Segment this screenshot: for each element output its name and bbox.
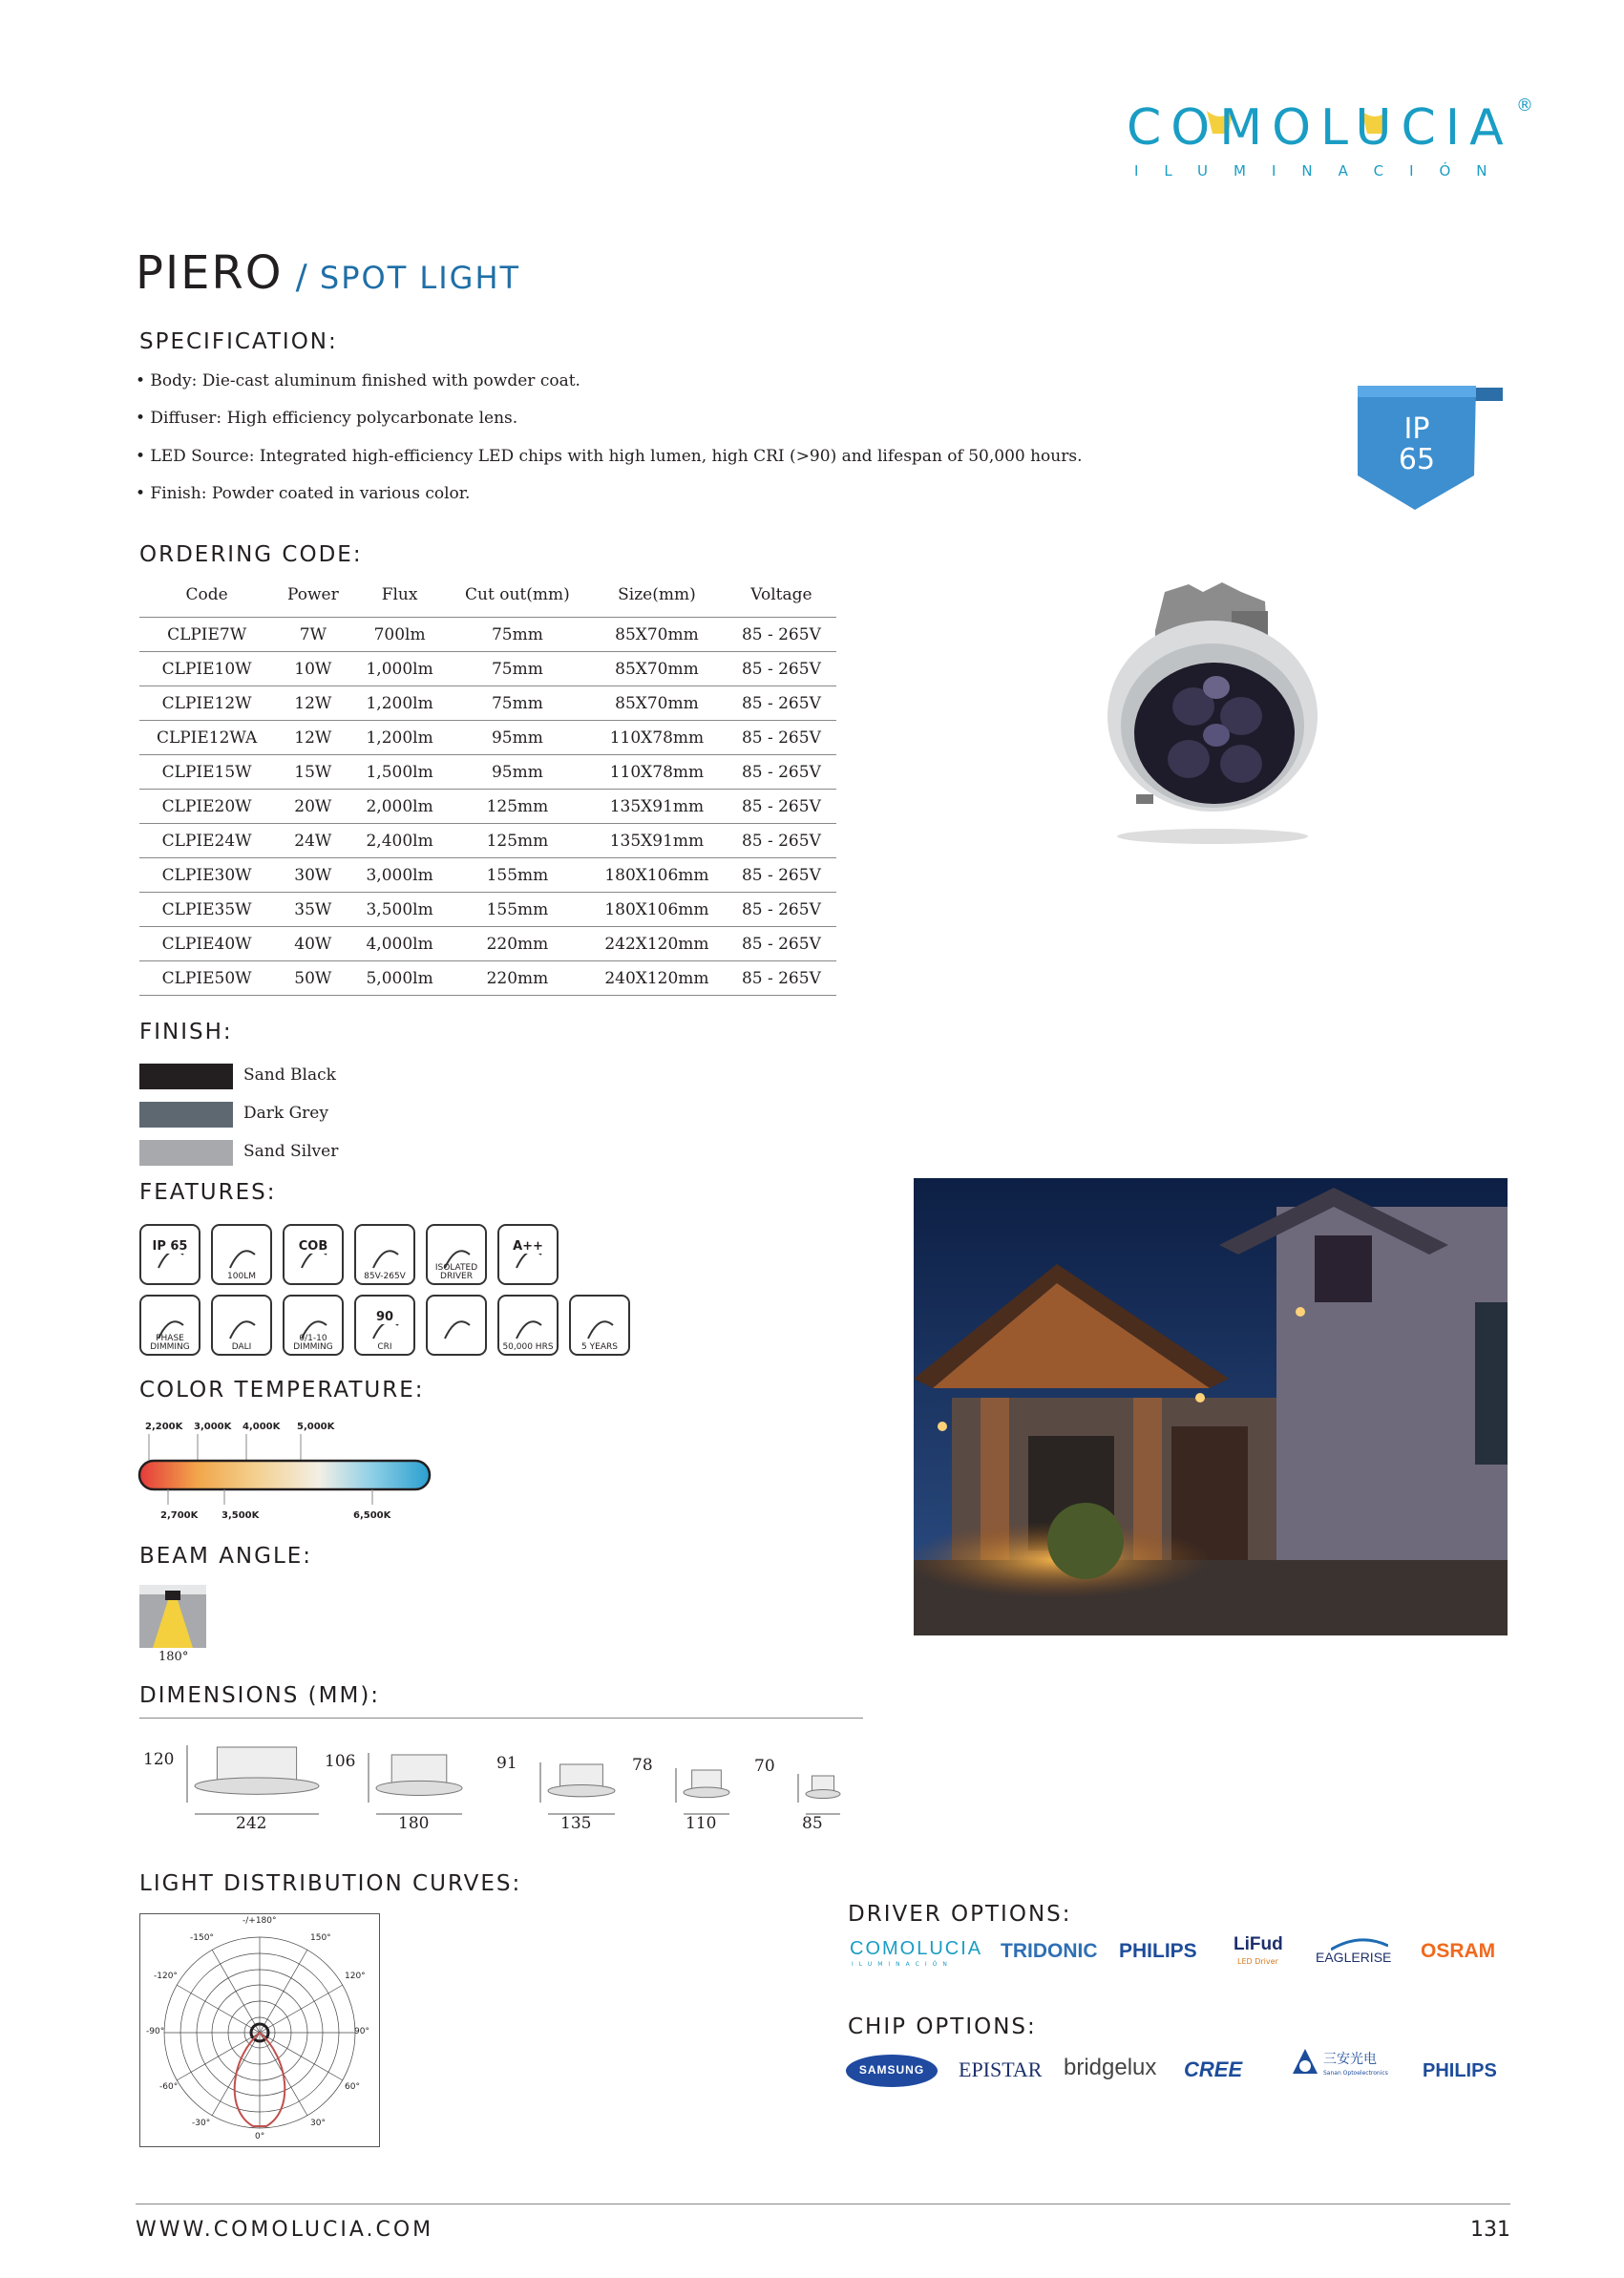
table-cell: 12W <box>274 686 351 721</box>
polar-angle-label: 0° <box>255 2132 265 2141</box>
driver-brand-lifud-sub: LED Driver <box>1237 1957 1278 1966</box>
polar-angle-label: 120° <box>345 1972 366 1981</box>
chip-brand-samsung <box>846 2055 938 2087</box>
chip-brand-sanan-sub: Sanan Optoelectronics <box>1323 2070 1388 2077</box>
dali-icon <box>211 1295 272 1356</box>
feature-text: A++ <box>499 1239 557 1254</box>
table-cell: 95mm <box>448 721 587 755</box>
table-cell: 220mm <box>448 927 587 961</box>
table-cell: CLPIE40W <box>139 927 274 961</box>
polar-chart <box>139 1913 380 2147</box>
table-cell: 700lm <box>351 618 447 652</box>
table-cell: 10W <box>274 652 351 686</box>
table-row <box>139 961 836 996</box>
polar-angle-label: -60° <box>159 2082 179 2092</box>
table-cell: CLPIE7W <box>139 618 274 652</box>
color-temp-label: 3,500K <box>221 1510 260 1521</box>
table-cell: 3,500lm <box>351 893 447 927</box>
polar-angle-label: 90° <box>354 2027 369 2036</box>
chip-brand-philips: PHILIPS <box>1423 2060 1497 2081</box>
light-distribution-heading: LIGHT DISTRIBUTION CURVES: <box>139 1871 522 1896</box>
table-cell: 2,000lm <box>351 790 447 824</box>
chip-options-heading: CHIP OPTIONS: <box>848 2014 1037 2039</box>
polar-angle-label: -120° <box>154 1972 178 1981</box>
table-cell: 15W <box>274 755 351 790</box>
energy-class-icon <box>497 1224 559 1285</box>
feature-label: 50,000 HRS <box>502 1342 554 1352</box>
beam-angle-icon <box>139 1585 206 1648</box>
driver-brand-philips: PHILIPS <box>1119 1940 1197 1962</box>
product-category: SPOT LIGHT <box>319 260 521 296</box>
column-header: Voltage <box>727 573 836 618</box>
driver-brand-comolucia-sub: ILUMINACIÓN <box>852 1961 953 1968</box>
beam-angle-heading: BEAM ANGLE: <box>139 1544 313 1569</box>
table-cell: 4,000lm <box>351 927 447 961</box>
dimension-width: 242 <box>236 1814 267 1833</box>
chip-brand-bridgelux: bridgelux <box>1064 2055 1157 2080</box>
spec-item: • LED Source: Integrated high-efficiency LED chips with high lumen, high CRI (>90) and lifespan of 50,000 hours. <box>136 447 1083 466</box>
table-row <box>139 893 836 927</box>
table-row <box>139 858 836 893</box>
footer-website: WWW.COMOLUCIA.COM <box>136 2218 434 2242</box>
dimension-drawing <box>538 1761 624 1822</box>
feature-label: 85V-265V <box>364 1272 406 1281</box>
ordering-table <box>139 573 836 996</box>
table-cell: 85 - 265V <box>727 652 836 686</box>
column-header: Cut out(mm) <box>448 573 587 618</box>
dimension-height: 120 <box>143 1749 175 1769</box>
cob-chip-icon <box>283 1224 344 1285</box>
finish-swatch <box>139 1102 233 1128</box>
table-cell: CLPIE10W <box>139 652 274 686</box>
table-cell: CLPIE24W <box>139 824 274 858</box>
dimension-drawing <box>367 1751 472 1822</box>
polar-angle-label: 150° <box>310 1933 331 1943</box>
table-cell: 24W <box>274 824 351 858</box>
polar-angle-label: 30° <box>310 2119 326 2128</box>
column-header: Size(mm) <box>587 573 727 618</box>
dimension-width: 85 <box>802 1814 823 1833</box>
table-cell: 220mm <box>448 961 587 996</box>
product-name: PIERO <box>136 246 284 300</box>
finish-heading: FINISH: <box>139 1020 233 1044</box>
table-row <box>139 618 836 652</box>
driver-brand-osram: OSRAM <box>1421 1940 1496 1962</box>
table-cell: 30W <box>274 858 351 893</box>
table-cell: CLPIE12WA <box>139 721 274 755</box>
table-cell: 75mm <box>448 618 587 652</box>
table-cell: 180X106mm <box>587 893 727 927</box>
logo-wordmark: COMOLUCIA <box>1127 99 1513 157</box>
table-cell: 1,000lm <box>351 652 447 686</box>
polar-angle-label: -150° <box>190 1933 214 1943</box>
table-cell: CLPIE50W <box>139 961 274 996</box>
color-temp-label: 2,700K <box>160 1510 199 1521</box>
sanan-logo-icon <box>1293 2049 1318 2078</box>
product-image <box>1098 573 1318 850</box>
driver-brand-comolucia: COMOLUCIA <box>850 1938 983 1959</box>
feature-label: PHASE DIMMING <box>150 1334 190 1352</box>
table-cell: 50W <box>274 961 351 996</box>
application-photo <box>914 1178 1508 1635</box>
table-cell: 85 - 265V <box>727 961 836 996</box>
table-row <box>139 824 836 858</box>
handshake-icon <box>569 1295 630 1356</box>
house-icon <box>426 1295 487 1356</box>
polar-angle-label: -/+180° <box>243 1916 277 1926</box>
table-cell: 180X106mm <box>587 858 727 893</box>
color-temperature-bar <box>134 1434 439 1510</box>
table-row <box>139 755 836 790</box>
color-temperature-heading: COLOR TEMPERATURE: <box>139 1378 425 1403</box>
table-cell: 7W <box>274 618 351 652</box>
table-cell: 5,000lm <box>351 961 447 996</box>
features-heading: FEATURES: <box>139 1180 277 1205</box>
color-temp-label: 5,000K <box>297 1422 335 1432</box>
table-cell: 240X120mm <box>587 961 727 996</box>
driver-options-heading: DRIVER OPTIONS: <box>848 1902 1072 1927</box>
table-cell: 85 - 265V <box>727 686 836 721</box>
table-cell: CLPIE35W <box>139 893 274 927</box>
table-cell: 85 - 265V <box>727 618 836 652</box>
finish-swatch <box>139 1064 233 1089</box>
hours-icon <box>497 1295 559 1356</box>
driver-brand-eaglerise: EAGLERISE <box>1316 1950 1392 1965</box>
feature-text: 90 <box>356 1310 413 1324</box>
table-cell: 125mm <box>448 790 587 824</box>
dimensions-divider <box>139 1718 863 1719</box>
color-temp-label: 3,000K <box>194 1422 232 1432</box>
table-row <box>139 790 836 824</box>
table-cell: 1,200lm <box>351 686 447 721</box>
feature-label: 0/1-10 DIMMING <box>293 1334 333 1352</box>
dimension-height: 91 <box>496 1754 517 1773</box>
feature-label: 100LM <box>227 1272 256 1281</box>
feature-label: DALI <box>231 1342 252 1352</box>
table-cell: 242X120mm <box>587 927 727 961</box>
table-cell: 125mm <box>448 824 587 858</box>
finish-label: Sand Black <box>243 1065 336 1085</box>
spec-item: • Diffuser: High efficiency polycarbonate lens. <box>136 409 518 428</box>
page-title <box>136 246 520 300</box>
table-cell: 110X78mm <box>587 755 727 790</box>
title-separator: / <box>295 258 307 297</box>
table-cell: 85X70mm <box>587 618 727 652</box>
feature-label: ISOLATED DRIVER <box>434 1263 478 1281</box>
table-row <box>139 721 836 755</box>
dimensions-heading: DIMENSIONS (MM): <box>139 1683 381 1708</box>
beam-angle-value: 180° <box>158 1650 189 1664</box>
brand-logo <box>1127 95 1537 186</box>
table-cell: 85 - 265V <box>727 858 836 893</box>
table-cell: 85 - 265V <box>727 893 836 927</box>
table-cell: CLPIE30W <box>139 858 274 893</box>
color-temp-label: 4,000K <box>243 1422 281 1432</box>
table-cell: 1,200lm <box>351 721 447 755</box>
table-cell: 85X70mm <box>587 652 727 686</box>
logo-registered: ® <box>1516 95 1533 116</box>
table-cell: 1,500lm <box>351 755 447 790</box>
table-cell: 85 - 265V <box>727 824 836 858</box>
table-cell: 155mm <box>448 893 587 927</box>
table-row <box>139 927 836 961</box>
polar-angle-label: 60° <box>345 2082 360 2092</box>
table-cell: 85 - 265V <box>727 755 836 790</box>
isolated-driver-icon <box>426 1224 487 1285</box>
spec-item: • Finish: Powder coated in various color. <box>136 484 471 503</box>
dimension-height: 70 <box>754 1757 775 1776</box>
table-cell: 75mm <box>448 686 587 721</box>
page-number: 131 <box>1470 2218 1510 2242</box>
driver-brand-lifud: LiFud <box>1234 1934 1283 1954</box>
ordering-heading: ORDERING CODE: <box>139 542 363 567</box>
finish-swatch <box>139 1140 233 1166</box>
polar-angle-label: -90° <box>146 2027 165 2036</box>
cri-icon <box>354 1295 415 1356</box>
logo-subtitle: ILUMINACIÓN <box>1134 162 1513 179</box>
color-temp-label: 6,500K <box>353 1510 391 1521</box>
plug-icon <box>354 1224 415 1285</box>
table-cell: 85 - 265V <box>727 721 836 755</box>
feature-text: IP 65 <box>141 1239 199 1254</box>
specification-heading: SPECIFICATION: <box>139 329 338 354</box>
color-temp-label: 2,200K <box>145 1422 183 1432</box>
table-cell: 135X91mm <box>587 824 727 858</box>
finish-label: Dark Grey <box>243 1104 328 1123</box>
dimension-height: 106 <box>325 1751 356 1771</box>
table-header-row <box>139 573 836 618</box>
table-row <box>139 652 836 686</box>
table-cell: 135X91mm <box>587 790 727 824</box>
table-cell: 75mm <box>448 652 587 686</box>
table-cell: CLPIE20W <box>139 790 274 824</box>
chip-brand-sanan: 三安光电 <box>1323 2052 1377 2067</box>
table-cell: CLPIE12W <box>139 686 274 721</box>
chip-brand-epistar: EPISTAR <box>959 2057 1043 2081</box>
ip65-icon <box>139 1224 200 1285</box>
ip-value: 65 <box>1398 443 1436 476</box>
table-cell: 3,000lm <box>351 858 447 893</box>
table-cell: CLPIE15W <box>139 755 274 790</box>
column-header: Power <box>274 573 351 618</box>
feature-label: CRI <box>377 1342 392 1352</box>
finish-label: Sand Silver <box>243 1142 339 1161</box>
phase-dimming-icon <box>139 1295 200 1356</box>
table-cell: 155mm <box>448 858 587 893</box>
samsung-label: SAMSUNG <box>858 2063 925 2077</box>
dimension-drawing <box>185 1743 328 1822</box>
ip65-badge <box>1354 380 1507 514</box>
feature-label: 5 YEARS <box>581 1342 618 1352</box>
dimension-width: 110 <box>685 1814 717 1833</box>
table-cell: 110X78mm <box>587 721 727 755</box>
table-cell: 85 - 265V <box>727 790 836 824</box>
dimming-0-10-icon <box>283 1295 344 1356</box>
table-cell: 95mm <box>448 755 587 790</box>
table-cell: 35W <box>274 893 351 927</box>
table-cell: 20W <box>274 790 351 824</box>
bulb-icon <box>211 1224 272 1285</box>
table-cell: 40W <box>274 927 351 961</box>
ip-label: IP <box>1403 412 1430 446</box>
dimension-width: 180 <box>398 1814 430 1833</box>
chip-brand-cree: CREE <box>1184 2057 1243 2081</box>
dimension-width: 135 <box>560 1814 592 1833</box>
table-cell: 85 - 265V <box>727 927 836 961</box>
table-cell: 85X70mm <box>587 686 727 721</box>
table-cell: 2,400lm <box>351 824 447 858</box>
feature-text: COB <box>285 1239 342 1254</box>
table-cell: 12W <box>274 721 351 755</box>
polar-angle-label: -30° <box>192 2119 211 2128</box>
column-header: Code <box>139 573 274 618</box>
dimension-height: 78 <box>632 1755 653 1775</box>
column-header: Flux <box>351 573 447 618</box>
spec-item: • Body: Die-cast aluminum finished with powder coat. <box>136 371 580 390</box>
driver-brand-tridonic: TRIDONIC <box>1001 1940 1098 1962</box>
eaglerise-swoosh-icon <box>1331 1936 1388 1951</box>
table-row <box>139 686 836 721</box>
